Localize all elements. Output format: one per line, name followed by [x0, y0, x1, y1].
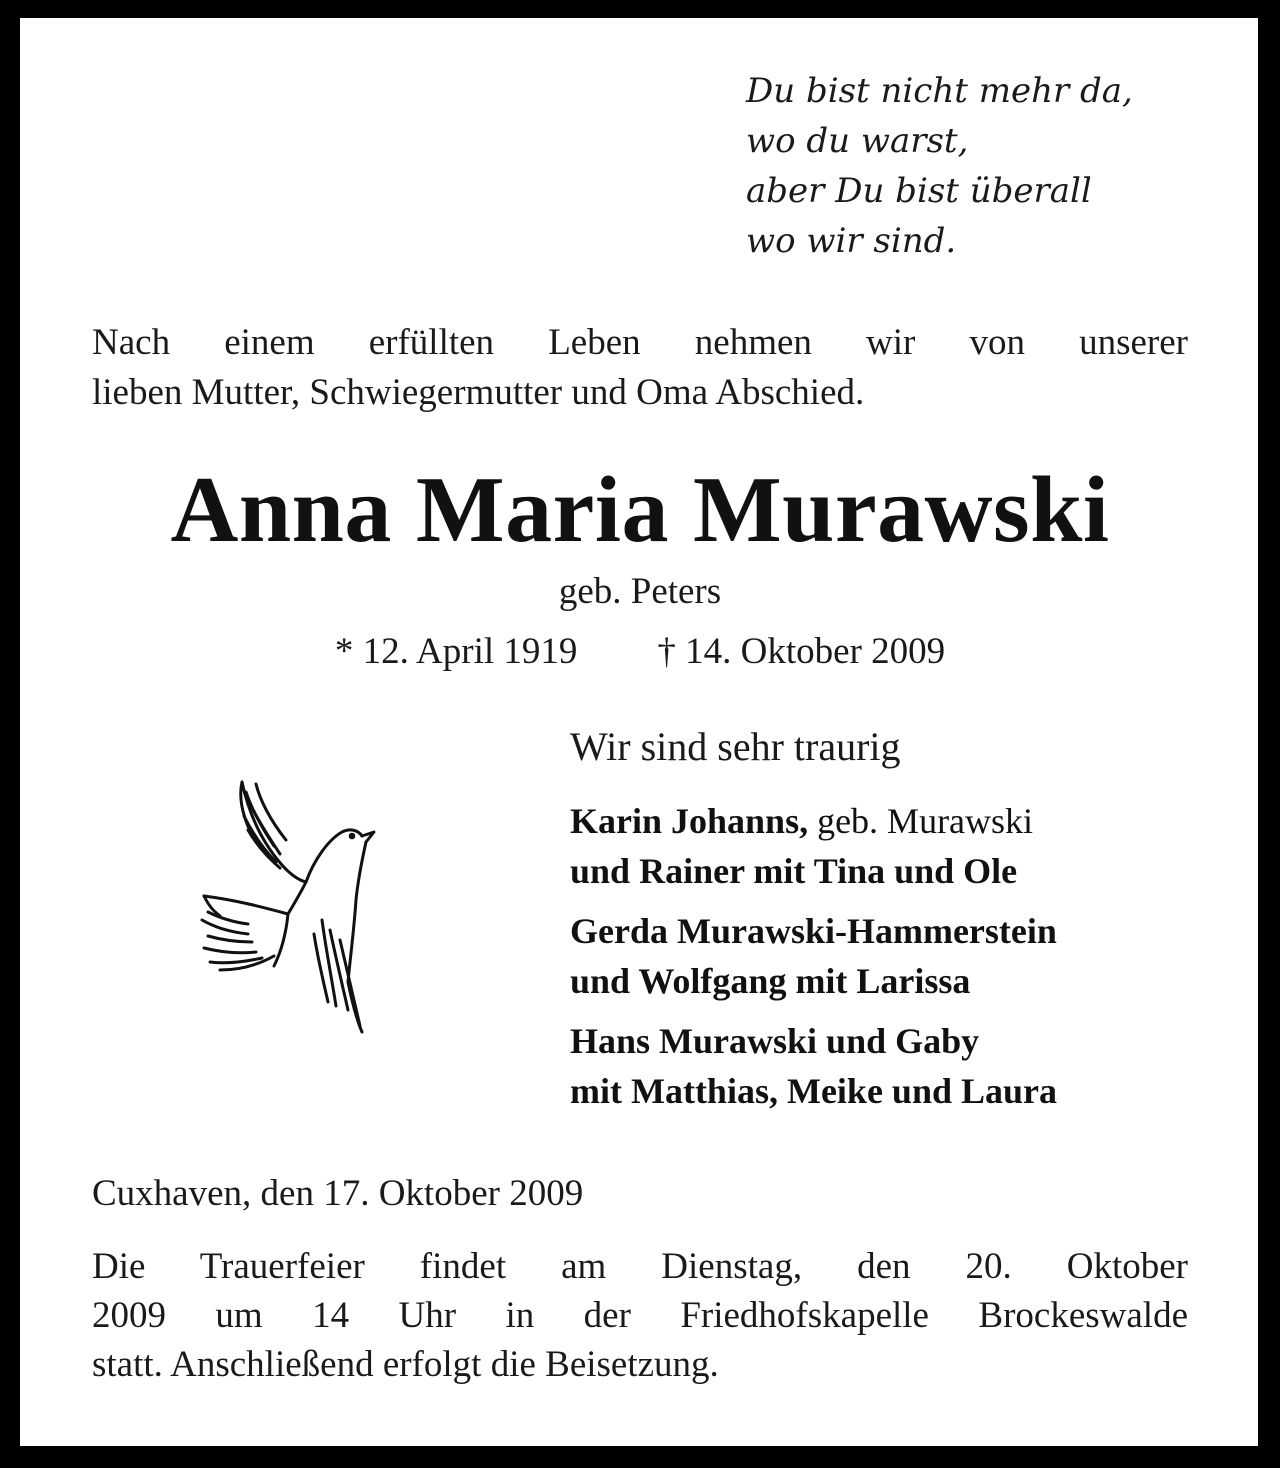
poem-line: Du bist nicht mehr da,: [746, 71, 1133, 111]
mourner-line: und Wolfgang mit Larissa: [570, 961, 971, 1001]
place-date: Cuxhaven, den 17. Oktober 2009: [92, 1173, 584, 1214]
mourner-name: Karin Johanns,: [570, 801, 809, 841]
mourner-maiden: geb. Murawski: [808, 801, 1034, 841]
mourner-line: und Rainer mit Tina und Ole: [570, 851, 1018, 891]
mourner-name: Gerda Murawski-Hammerstein: [570, 911, 1057, 951]
mourner-name: Hans Murawski und Gaby: [570, 1021, 980, 1061]
intro-text: [92, 318, 1188, 418]
poem-line: wo du warst,: [746, 121, 969, 161]
mourner-line: mit Matthias, Meike und Laura: [570, 1071, 1058, 1111]
birth-date: * 12. April 1919: [334, 631, 578, 672]
poem-line: wo wir sind.: [746, 221, 957, 261]
intro-line: lieben Mutter, Schwiegermutter und Oma Abschied.: [92, 372, 865, 413]
service-line: statt. Anschließend erfolgt die Beisetzung.: [92, 1344, 719, 1385]
mourner-group: [570, 1016, 1210, 1116]
service-info: [92, 1242, 1188, 1389]
mourners-heading: Wir sind sehr traurig: [570, 724, 901, 769]
poem-line: aber Du bist überall: [746, 171, 1092, 211]
mourner-line: [570, 796, 1210, 846]
mourners-list: [570, 796, 1210, 1126]
mourner-group: [570, 906, 1210, 1006]
service-line: Die Trauerfeier findet am Dienstag, den 20. Oktober: [92, 1246, 1188, 1287]
service-line: 2009 um 14 Uhr in der Friedhofskapelle Brockeswalde: [92, 1295, 1188, 1336]
poem: [746, 66, 1216, 266]
mourner-group: [570, 796, 1210, 896]
deceased-name: Anna Maria Murawski: [170, 458, 1110, 562]
dove-icon: [190, 770, 390, 1040]
intro-line: Nach einem erfüllten Leben nehmen wir von unserer: [92, 322, 1188, 363]
maiden-name: geb. Peters: [558, 571, 722, 612]
death-date: † 14. Oktober 2009: [657, 631, 946, 672]
life-dates: [0, 628, 1280, 676]
